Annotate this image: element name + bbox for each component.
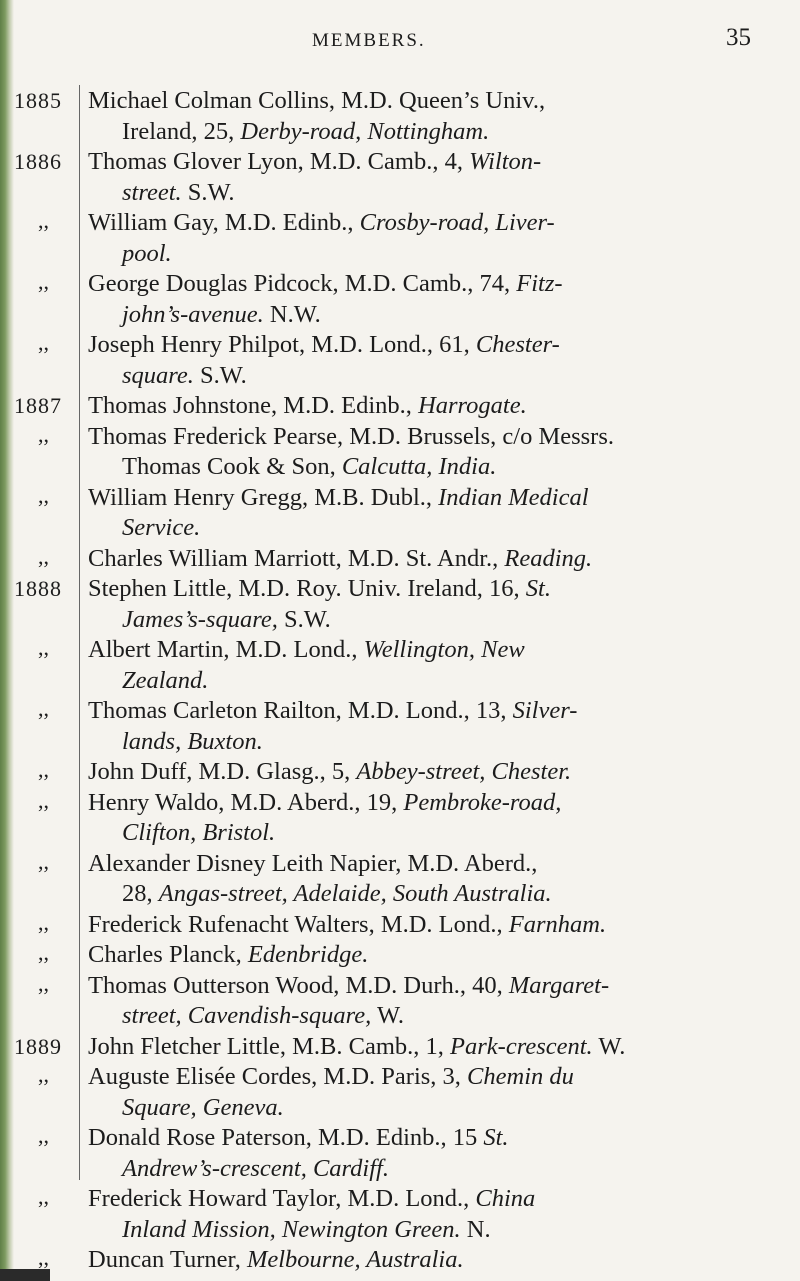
member-detail-text: Thomas Glover Lyon, M.D. Camb., 4, — [88, 148, 470, 175]
address-text: Edenbridge. — [247, 941, 369, 968]
member-entry — [0, 849, 800, 910]
ditto-mark: ,, — [38, 1245, 49, 1270]
address-text: Chester- — [475, 331, 560, 358]
member-entry — [0, 1062, 800, 1123]
member-text — [88, 147, 788, 208]
member-detail-text: Thomas Outterson Wood, M.D. Durh., 40, — [88, 971, 509, 999]
address-text: Margaret- — [508, 971, 610, 999]
ditto-mark: ,, — [38, 848, 49, 874]
member-detail-text: Alexander Disney Leith Napier, M.D. Aberd., — [88, 849, 538, 877]
address-text: john’s-avenue. — [122, 300, 264, 328]
member-entry — [0, 391, 800, 422]
member-detail-text: George Douglas Pidcock, M.D. Camb., 74, — [88, 270, 517, 297]
running-head: MEMBERS. — [312, 30, 426, 51]
member-text — [88, 483, 788, 544]
member-entry — [0, 330, 800, 391]
member-text — [88, 391, 788, 422]
member-detail-text: Duncan Turner, — [88, 1246, 247, 1273]
address-text: Square, Geneva. — [122, 1093, 284, 1121]
member-detail-text: N. — [460, 1215, 491, 1243]
member-text — [88, 269, 788, 330]
address-text: square. — [122, 361, 194, 389]
member-text — [88, 1245, 788, 1276]
member-detail-text: W. — [371, 1002, 404, 1029]
member-detail-text: John Fletcher Little, M.B. Camb., 1, — [88, 1032, 451, 1060]
ditto-mark: ,, — [38, 970, 49, 996]
ditto-mark: ,, — [38, 269, 49, 294]
ditto-mark: ,, — [38, 635, 49, 660]
member-text — [88, 1062, 788, 1123]
address-text: Zealand. — [122, 666, 209, 694]
member-entry — [0, 422, 800, 483]
member-detail-text: Stephen Little, M.D. Roy. Univ. Ireland, 16, — [88, 575, 526, 602]
address-text: St. — [525, 575, 551, 602]
election-year: 1889 — [14, 1033, 62, 1059]
address-text: Silver- — [512, 697, 578, 724]
member-detail-text: John Duff, M.D. Glasg., 5, — [88, 758, 357, 785]
member-entry — [0, 1123, 800, 1184]
member-detail-text: Charles Planck, — [88, 941, 248, 968]
member-detail-text: Albert Martin, M.D. Lond., — [88, 636, 364, 663]
ditto-mark: ,, — [38, 543, 49, 569]
member-entry — [0, 635, 800, 696]
address-text: lands, Buxton. — [122, 727, 263, 755]
member-detail-text: Ireland, 25, — [122, 117, 241, 145]
ditto-mark: ,, — [38, 482, 49, 508]
address-text: Derby-road, Nottingham. — [240, 117, 490, 145]
member-text — [88, 574, 788, 635]
member-text — [88, 544, 788, 575]
address-text: Farnham. — [508, 910, 607, 938]
member-detail-text: Thomas Frederick Pearse, M.D. Brussels, c/o Messrs. — [88, 422, 614, 450]
ditto-mark: ,, — [38, 909, 49, 935]
address-text: Indian Medical — [438, 483, 589, 511]
address-text: Chemin du — [467, 1063, 574, 1090]
member-detail-text: William Gay, M.D. Edinb., — [88, 209, 360, 236]
member-text — [88, 1123, 788, 1184]
member-detail-text: S.W. — [181, 178, 235, 206]
member-entry — [0, 483, 800, 544]
member-detail-text: 28, — [122, 880, 159, 907]
ditto-mark: ,, — [38, 696, 49, 721]
ditto-mark: ,, — [38, 1123, 49, 1148]
member-detail-text: Auguste Elisée Cordes, M.D. Paris, 3, — [88, 1063, 468, 1090]
member-entry — [0, 940, 800, 971]
address-text: Inland Mission, Newington Green. — [122, 1215, 461, 1243]
member-detail-text: Frederick Rufenacht Walters, M.D. Lond., — [88, 910, 509, 938]
page-number: 35 — [726, 24, 751, 51]
address-text: Crosby-road, Liver- — [359, 209, 555, 236]
address-text: Service. — [122, 514, 201, 541]
member-detail-text: Thomas Johnstone, M.D. Edinb., — [88, 392, 419, 419]
address-text: James’s-square, — [122, 605, 278, 633]
member-text — [88, 971, 788, 1032]
member-text — [88, 910, 788, 941]
member-text — [88, 635, 788, 696]
member-detail-text: Thomas Cook & Son, — [122, 453, 342, 480]
address-text: Pembroke-road, — [403, 788, 562, 816]
member-text — [88, 208, 788, 269]
address-text: Wilton- — [469, 148, 542, 175]
member-detail-text: Michael Colman Collins, M.D. Queen’s Univ., — [88, 87, 546, 114]
address-text: Park-crescent. — [450, 1032, 593, 1060]
member-entry — [0, 1032, 800, 1063]
member-detail-text: S.W. — [193, 361, 247, 389]
member-text — [88, 1184, 788, 1245]
member-text — [88, 849, 788, 910]
address-text: Fitz- — [516, 270, 563, 297]
address-text: Wellington, New — [363, 636, 525, 663]
member-entry — [0, 1184, 800, 1245]
member-entry — [0, 208, 800, 269]
member-detail-text: N.W. — [263, 300, 321, 328]
election-year: 1887 — [14, 393, 62, 418]
address-text: Harrogate. — [418, 392, 527, 419]
member-entry — [0, 147, 800, 208]
ditto-mark: ,, — [38, 330, 49, 355]
member-detail-text: Thomas Carleton Railton, M.D. Lond., 13, — [88, 697, 513, 724]
member-entry — [0, 971, 800, 1032]
member-detail-text: William Henry Gregg, M.B. Dubl., — [88, 483, 439, 511]
member-text — [88, 757, 788, 788]
member-entry — [0, 757, 800, 788]
address-text: Angas-street, Adelaide, South Australia. — [158, 880, 552, 907]
member-detail-text: Frederick Howard Taylor, M.D. Lond., — [88, 1185, 476, 1212]
address-text: street, Cavendish-square, — [122, 1002, 372, 1029]
ditto-mark: ,, — [38, 1184, 49, 1209]
member-text — [88, 86, 788, 147]
member-list — [0, 86, 800, 1276]
member-entry — [0, 1245, 800, 1276]
ditto-mark: ,, — [38, 757, 49, 782]
member-entry — [0, 269, 800, 330]
member-detail-text: W. — [592, 1032, 626, 1060]
page-header — [0, 18, 800, 58]
member-entry — [0, 574, 800, 635]
member-detail-text: S.W. — [277, 605, 331, 633]
address-text: pool. — [122, 239, 172, 267]
member-text — [88, 696, 788, 757]
address-text: Melbourne, Australia. — [246, 1246, 464, 1273]
member-entry — [0, 696, 800, 757]
member-detail-text: Donald Rose Paterson, M.D. Edinb., 15 — [88, 1124, 484, 1151]
member-entry — [0, 544, 800, 575]
address-text: Reading. — [504, 544, 593, 572]
election-year: 1888 — [14, 576, 62, 601]
member-text — [88, 788, 788, 849]
member-entry — [0, 86, 800, 147]
ditto-mark: ,, — [38, 940, 49, 965]
ditto-mark: ,, — [38, 787, 49, 813]
member-detail-text: Henry Waldo, M.D. Aberd., 19, — [88, 788, 404, 816]
address-text: street. — [122, 178, 182, 206]
member-entry — [0, 788, 800, 849]
member-entry — [0, 910, 800, 941]
member-text — [88, 422, 788, 483]
address-text: Clifton, Bristol. — [122, 819, 276, 846]
ditto-mark: ,, — [38, 421, 49, 447]
member-text — [88, 1032, 788, 1063]
member-detail-text: Joseph Henry Philpot, M.D. Lond., 61, — [88, 331, 476, 358]
member-text — [88, 330, 788, 391]
ditto-mark: ,, — [38, 1062, 49, 1087]
election-year: 1885 — [14, 88, 62, 113]
ditto-mark: ,, — [38, 208, 49, 233]
address-text: Calcutta, India. — [341, 453, 497, 480]
member-detail-text: Charles William Marriott, M.D. St. Andr., — [88, 544, 505, 572]
address-text: St. — [483, 1124, 509, 1151]
member-text — [88, 940, 788, 971]
election-year: 1886 — [14, 149, 62, 174]
address-text: China — [475, 1185, 536, 1212]
address-text: Andrew’s-crescent, Cardiff. — [122, 1154, 389, 1182]
address-text: Abbey-street, Chester. — [356, 758, 572, 785]
